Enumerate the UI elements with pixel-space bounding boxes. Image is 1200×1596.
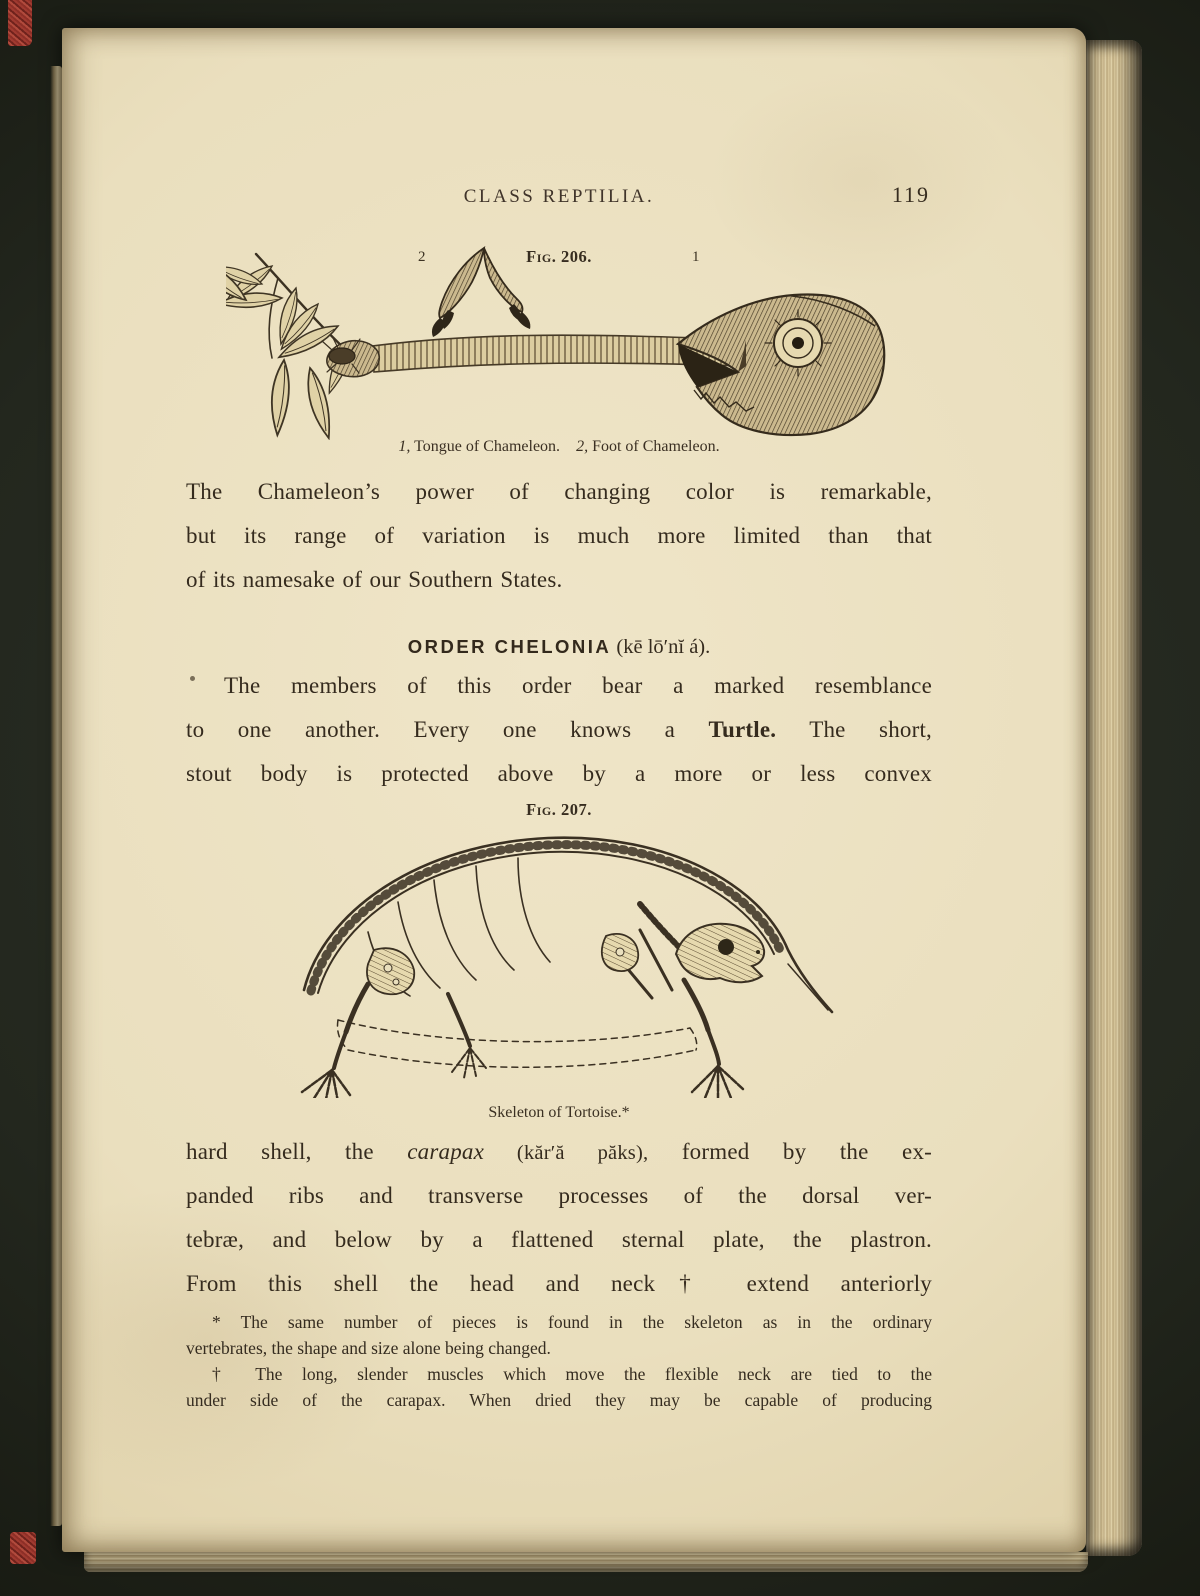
text-line [186,708,932,752]
text-line [186,1130,932,1174]
order-chelonia-title: ORDER CHELONIA [407,636,612,657]
text-line: From this shell the head and neck† extend anteriorly [186,1271,932,1296]
figure-206-label: Fig. 206. [526,247,592,266]
figure-207-label-row [186,800,932,820]
caption-text-2: Foot of Chameleon. [588,438,720,455]
text-line: stout body is protected above by a more or less convex [186,761,932,786]
caption-number-2: 2, [576,438,589,455]
figure-206-caption [186,438,932,456]
section-heading-order-chelonia [186,636,932,659]
text-line: but its range of variation is much more limited than that [186,523,932,548]
footnote-line: * The same number of pieces is found in the skeleton as in the ordinary [212,1312,932,1332]
footnote-line: vertebrates, the shape and size alone being changed. [186,1338,551,1358]
text-line: panded ribs and transverse processes of the dorsal ver- [186,1183,932,1208]
figure-207-caption: Skeleton of Tortoise.* [488,1104,630,1121]
left-page-edge [44,66,62,1526]
chameleon-illustration [226,240,886,440]
caption-text-1: Tongue of Chameleon. [410,438,561,455]
page-stack-right-edge [1086,40,1142,1556]
text-segment: The short, [776,717,932,742]
book-page [62,28,1086,1552]
paragraph-chelonia-intro [186,664,932,796]
text-segment: hard shell, the [186,1139,408,1164]
figure-206-marker-foot: 2 [418,249,426,265]
footnote-line: † The long, slender muscles which move the flexible neck are tied to the [212,1364,932,1384]
carapax-italic: carapax [407,1139,485,1164]
text-line: The members of this order bear a marked resemblance [224,673,932,698]
paragraph-chameleon-color [186,470,932,602]
order-chelonia-pronunciation: (kē lō′nĭ á). [611,636,711,658]
text-line: tebræ, and below by a flattened sternal plate, the plastron. [186,1227,932,1252]
figure-207-label: Fig. 207. [526,800,592,819]
carapax-pronunciation: (kăr′ă păks), [484,1142,649,1164]
page-content [186,28,932,1552]
text-segment: formed by the ex- [648,1139,932,1164]
page-number: 119 [891,182,930,207]
text-line: The Chameleon’s power of changing color is remarkable, [186,479,932,504]
marbled-endpaper-top-corner [8,0,32,46]
text-line: of its namesake of our Southern States. [186,567,563,592]
footnotes [186,1309,932,1413]
caption-number-1: 1, [398,438,411,455]
figure-206-marker-tongue: 1 [692,249,700,265]
turtle-bold: Turtle. [708,717,777,742]
tortoise-skeleton-illustration [256,818,856,1098]
running-head-row [186,182,932,216]
running-head: CLASS REPTILIA. [463,186,655,207]
footnote-line: under side of the carapax. When dried they may be capable of producing [186,1390,932,1410]
page-stack-bottom-edge [84,1552,1088,1572]
paragraph-carapax [186,1130,932,1306]
text-segment: to one another. Every one knows a [186,717,709,742]
marbled-endpaper-bottom-corner [10,1532,36,1564]
